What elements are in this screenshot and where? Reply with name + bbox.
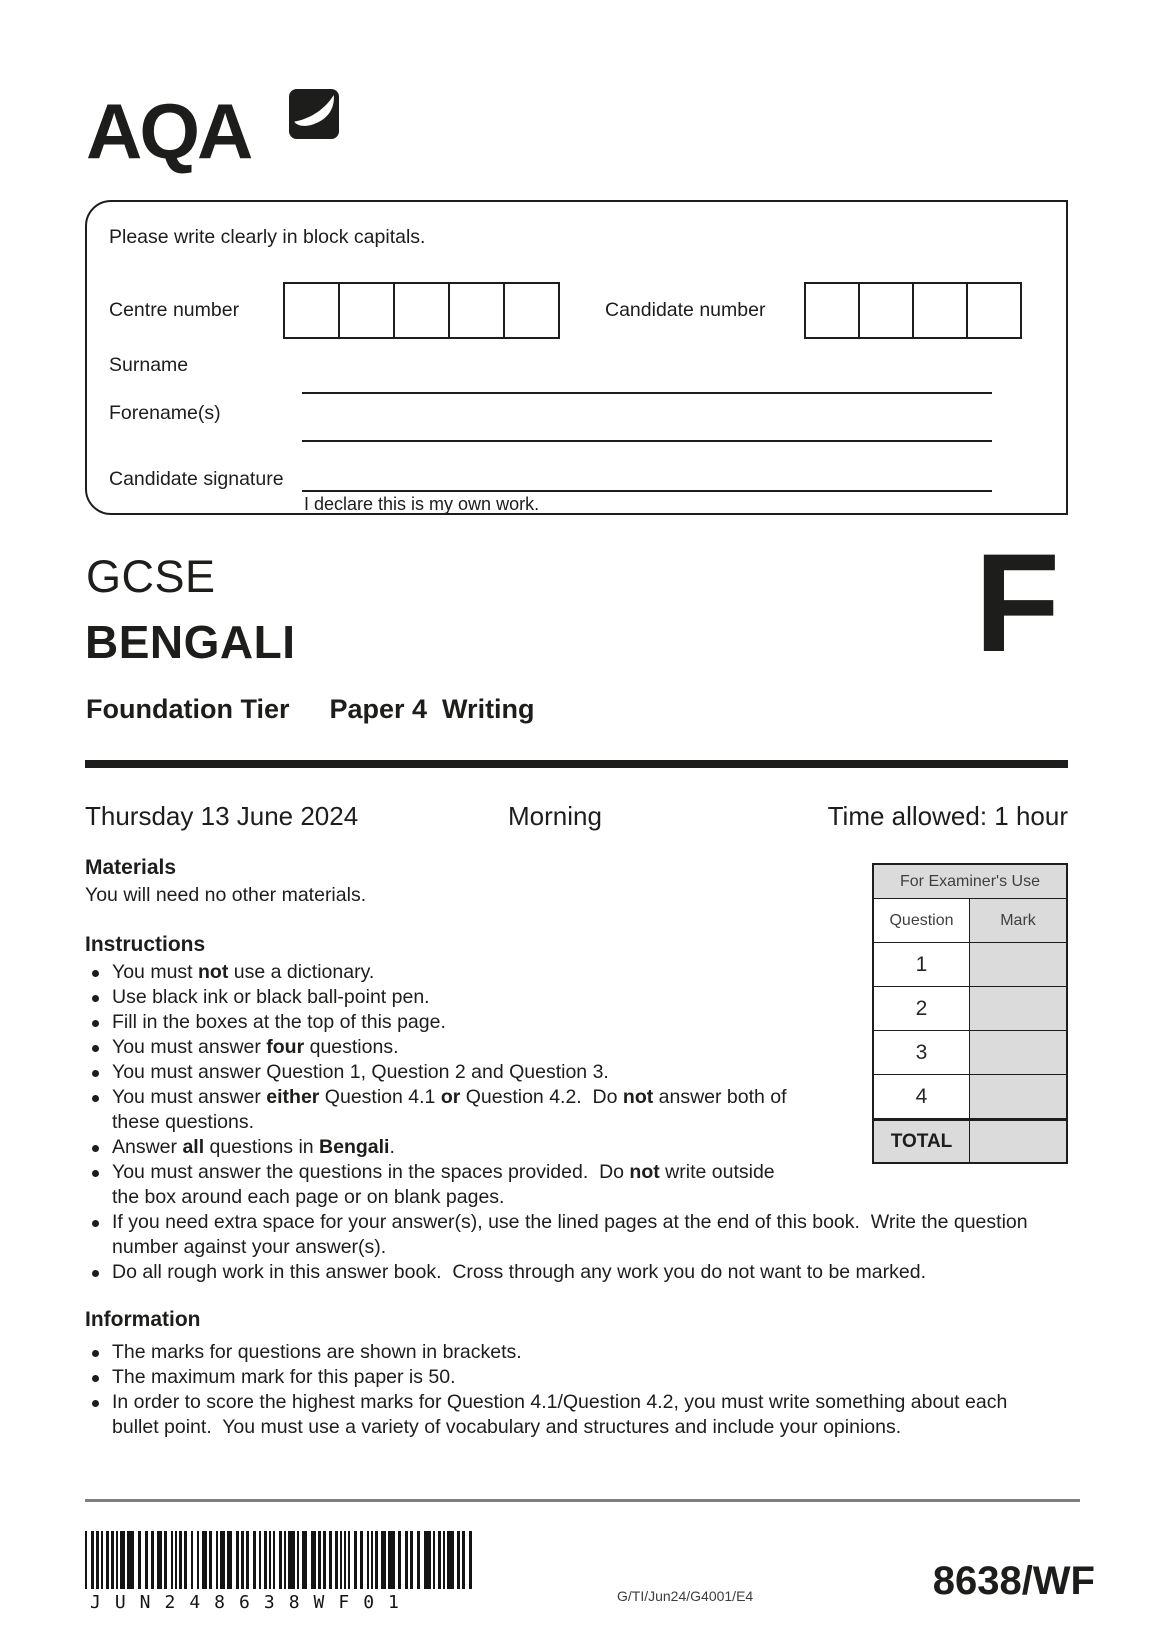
instructions-list-continued [85,1210,1050,1285]
mark-cell [970,1031,1066,1074]
examiner-table-column-header-row [874,899,1066,943]
instruction-item: You must answer four questions. [85,1035,800,1060]
information-item: The marks for questions are shown in brackets. [85,1340,1050,1365]
qualification-title: GCSE [86,551,216,602]
barcode [85,1531,477,1589]
examiner-table-title: For Examiner's Use [874,865,1066,899]
number-cell [338,282,395,339]
surname-line [302,392,992,394]
materials-heading: Materials [85,856,177,879]
surname-label: Surname [109,354,189,376]
number-cell [912,282,968,339]
block-capitals-instruction: Please write clearly in block capitals. [109,226,426,248]
information-heading: Information [85,1308,201,1331]
instructions-list [85,960,800,1210]
total-mark-cell [970,1121,1066,1162]
examiner-total-row [874,1119,1066,1162]
aqa-logo: AQA [86,87,251,175]
examiner-row [874,943,1066,987]
examiner-row [874,1031,1066,1075]
number-cell [283,282,340,339]
instruction-item: Do all rough work in this answer book. Cross through any work you do not want to be marked. [85,1260,1050,1285]
exam-session: Morning [508,801,602,831]
information-list [85,1340,1050,1440]
instruction-item: If you need extra space for your answer(s), use the lined pages at the end of this book. Write the question number against your answer(s). [85,1210,1050,1260]
barcode-text: JUN248638WF01 [90,1592,413,1613]
paper-label: Paper 4 Writing [329,694,535,724]
title-rule [85,760,1068,768]
question-number-cell: 2 [874,987,970,1030]
materials-body: You will need no other materials. [85,884,367,906]
exam-date: Thursday 13 June 2024 [85,801,359,831]
time-allowed: Time allowed: 1 hour [827,801,1068,831]
footer-rule [85,1499,1080,1502]
instruction-item: You must answer the questions in the spaces provided. Do not write outside the box around each page or on blank pages. [85,1160,800,1210]
number-cell [503,282,560,339]
tier-label: Foundation Tier [86,694,290,724]
candidate-number-boxes [804,282,1022,339]
number-cell [804,282,860,339]
information-item: The maximum mark for this paper is 50. [85,1365,1050,1390]
forenames-line [302,440,992,442]
total-label: TOTAL [874,1121,970,1162]
question-number-cell: 4 [874,1075,970,1118]
paper-code: 8638/WF [932,1559,1095,1603]
candidate-details-box [85,200,1068,515]
number-cell [858,282,914,339]
information-item: In order to score the highest marks for Question 4.1/Question 4.2, you must write something about each bullet point. You must use a variety of vocabulary and structures and include your opinions. [85,1390,1050,1440]
signature-line [302,490,992,492]
mark-cell [970,1075,1066,1118]
ref-code: G/TI/Jun24/G4001/E4 [617,1588,754,1604]
number-cell [966,282,1022,339]
tier-letter-badge: F [974,524,1060,681]
instruction-item: Answer all questions in Bengali. [85,1135,800,1160]
instruction-item: Use black ink or black ball-point pen. [85,985,800,1010]
number-cell [393,282,450,339]
forenames-label: Forename(s) [109,402,221,424]
examiner-row [874,1075,1066,1119]
question-number-cell: 1 [874,943,970,986]
instruction-item: You must answer Question 1, Question 2 and Question 3. [85,1060,800,1085]
examiner-table [872,863,1068,1164]
examiner-col-mark: Mark [970,899,1066,942]
candidate-number-label: Candidate number [605,299,766,321]
signature-label: Candidate signature [109,468,284,490]
instruction-item: Fill in the boxes at the top of this page. [85,1010,800,1035]
tier-paper-row [86,694,535,725]
instruction-item: You must not use a dictionary. [85,960,800,985]
subject-title: BENGALI [85,616,296,668]
examiner-col-question: Question [874,899,970,942]
mark-cell [970,943,1066,986]
centre-number-label: Centre number [109,299,240,321]
declaration-text: I declare this is my own work. [304,494,540,514]
instructions-heading: Instructions [85,933,206,956]
question-number-cell: 3 [874,1031,970,1074]
instruction-item: You must answer either Question 4.1 or Question 4.2. Do not answer both of these questions. [85,1085,800,1135]
mark-cell [970,987,1066,1030]
examiner-row [874,987,1066,1031]
centre-number-boxes [283,282,560,339]
number-cell [448,282,505,339]
aqa-leaf-icon [289,88,339,140]
